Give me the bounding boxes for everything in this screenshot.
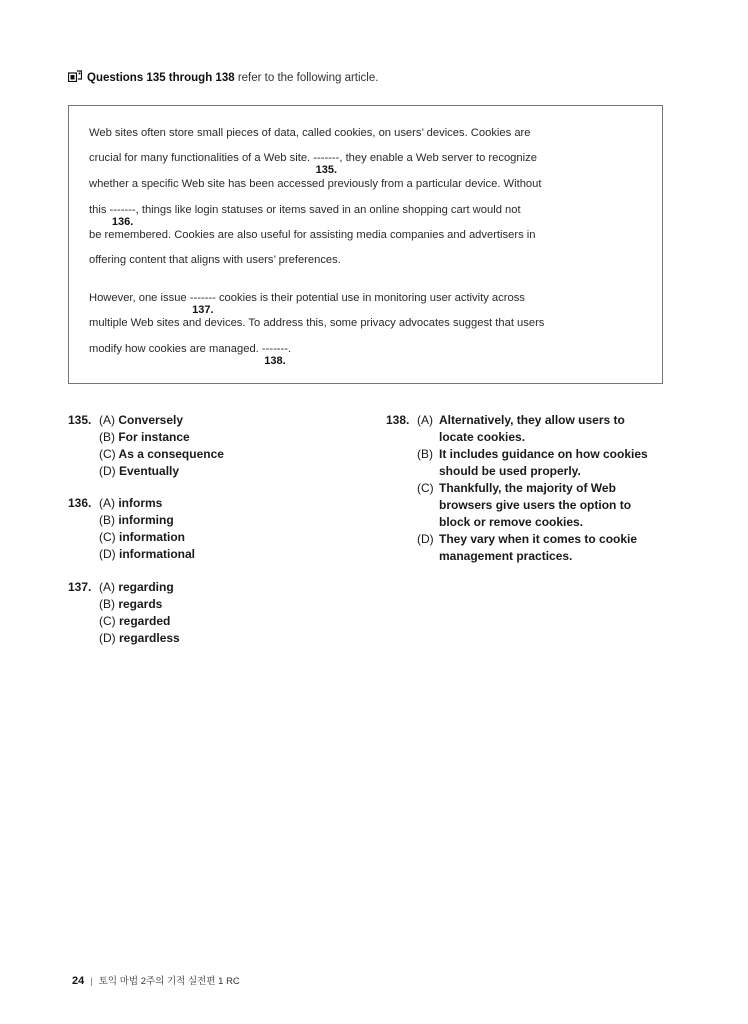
option-letter: (C) xyxy=(417,481,434,495)
passage-line: multiple Web sites and devices. To address this, some privacy advocates suggest that users xyxy=(89,317,545,329)
option-b[interactable] xyxy=(99,513,174,527)
blank-line: ------- xyxy=(261,343,288,355)
passage-box xyxy=(68,105,663,384)
option-letter: (B) xyxy=(417,447,433,461)
option-letter: (C) xyxy=(99,447,116,461)
passage-line xyxy=(89,343,292,367)
passage-text: this xyxy=(89,204,110,216)
blank-135 xyxy=(313,152,340,176)
option-letter: (C) xyxy=(99,530,116,544)
blank-line: ------- xyxy=(109,204,136,216)
question-number: 135. xyxy=(68,413,92,427)
option-text: informing xyxy=(115,513,174,527)
option-text: locate cookies. xyxy=(439,430,526,444)
passage-line: Web sites often store small pieces of data, called cookies, on users’ devices. Cookies are xyxy=(89,127,531,139)
passage-line: whether a specific Web site has been accessed previously from a particular device. Without xyxy=(89,178,542,190)
passage-text: , things like login statuses or items saved in an online shopping cart would not xyxy=(135,204,521,216)
option-text: For instance xyxy=(115,430,190,444)
option-text: information xyxy=(115,530,185,544)
option-letter: (D) xyxy=(99,631,116,645)
option-text: Conversely xyxy=(115,413,184,427)
option-a[interactable] xyxy=(99,496,162,510)
headphones-book-icon xyxy=(68,70,82,82)
passage-line: be remembered. Cookies are also useful for assisting media companies and advertisers in xyxy=(89,229,536,241)
option-text: Eventually xyxy=(115,464,180,478)
passage-line xyxy=(89,204,521,228)
blank-136 xyxy=(109,204,136,228)
option-b[interactable] xyxy=(99,430,190,444)
question-number: 137. xyxy=(68,580,92,594)
option-letter: (B) xyxy=(99,597,115,611)
passage-text: . xyxy=(287,343,292,355)
option-text: regardless xyxy=(115,631,180,645)
option-letter: (A) xyxy=(99,496,115,510)
blank-137 xyxy=(189,292,216,316)
option-letter: (A) xyxy=(99,413,115,427)
option-text: regarded xyxy=(115,614,171,628)
option-letter: (D) xyxy=(99,547,116,561)
blank-number-137: 137. xyxy=(192,304,214,316)
option-text: As a consequence xyxy=(115,447,224,461)
question-number: 138. xyxy=(386,413,410,427)
footer-separator: | xyxy=(90,976,93,987)
question-number: 136. xyxy=(68,496,92,510)
option-d[interactable] xyxy=(99,631,180,645)
passage-text: cookies is their potential use in monitoring user activity across xyxy=(215,292,525,304)
passage-line: offering content that aligns with users’ preferences. xyxy=(89,254,341,266)
passage-text: modify how cookies are managed. xyxy=(89,343,262,355)
option-text: Thankfully, the majority of Web xyxy=(439,481,616,495)
option-letter: (A) xyxy=(417,413,433,427)
option-letter: (B) xyxy=(99,513,115,527)
option-text: regards xyxy=(115,597,163,611)
option-letter: (C) xyxy=(99,614,116,628)
passage-line xyxy=(89,292,525,316)
option-letter: (D) xyxy=(99,464,116,478)
option-letter: (A) xyxy=(99,580,115,594)
option-c[interactable] xyxy=(99,614,170,628)
option-text: informs xyxy=(115,496,163,510)
page-number: 24 xyxy=(72,975,85,987)
blank-number-138: 138. xyxy=(264,355,286,367)
option-text: management practices. xyxy=(439,549,573,563)
option-b[interactable] xyxy=(99,597,162,611)
option-c[interactable] xyxy=(99,447,224,461)
page-footer xyxy=(72,973,240,987)
passage-text: , they enable a Web server to recognize xyxy=(339,152,537,164)
option-text: browsers give users the option to xyxy=(439,498,632,512)
option-d[interactable] xyxy=(99,464,179,478)
option-text: Alternatively, they allow users to xyxy=(439,413,625,427)
blank-138 xyxy=(261,343,288,367)
passage-text: However, one issue xyxy=(89,292,190,304)
option-letter: (D) xyxy=(417,532,434,546)
option-text: block or remove cookies. xyxy=(439,515,584,529)
option-c[interactable] xyxy=(99,530,185,544)
instruction-bold: Questions 135 through 138 xyxy=(87,72,235,84)
blank-line: ------- xyxy=(189,292,216,304)
passage-text: crucial for many functionalities of a Web site. xyxy=(89,152,314,164)
option-text: regarding xyxy=(115,580,174,594)
option-a[interactable] xyxy=(99,580,174,594)
passage-instruction xyxy=(68,70,378,84)
blank-number-135: 135. xyxy=(315,164,338,176)
passage-line xyxy=(89,152,537,176)
option-letter: (B) xyxy=(99,430,115,444)
instruction-rest: refer to the following article. xyxy=(234,72,379,84)
option-text: should be used properly. xyxy=(439,464,581,478)
book-title: 토익 마법 2주의 기적 실전편 1 RC xyxy=(98,976,240,987)
blank-number-136: 136. xyxy=(111,216,134,228)
option-text: It includes guidance on how cookies xyxy=(439,447,648,461)
option-a[interactable] xyxy=(99,413,183,427)
option-text: They vary when it comes to cookie xyxy=(439,532,638,546)
option-d[interactable] xyxy=(99,547,195,561)
option-text: informational xyxy=(115,547,196,561)
blank-line: ------- xyxy=(313,152,340,164)
